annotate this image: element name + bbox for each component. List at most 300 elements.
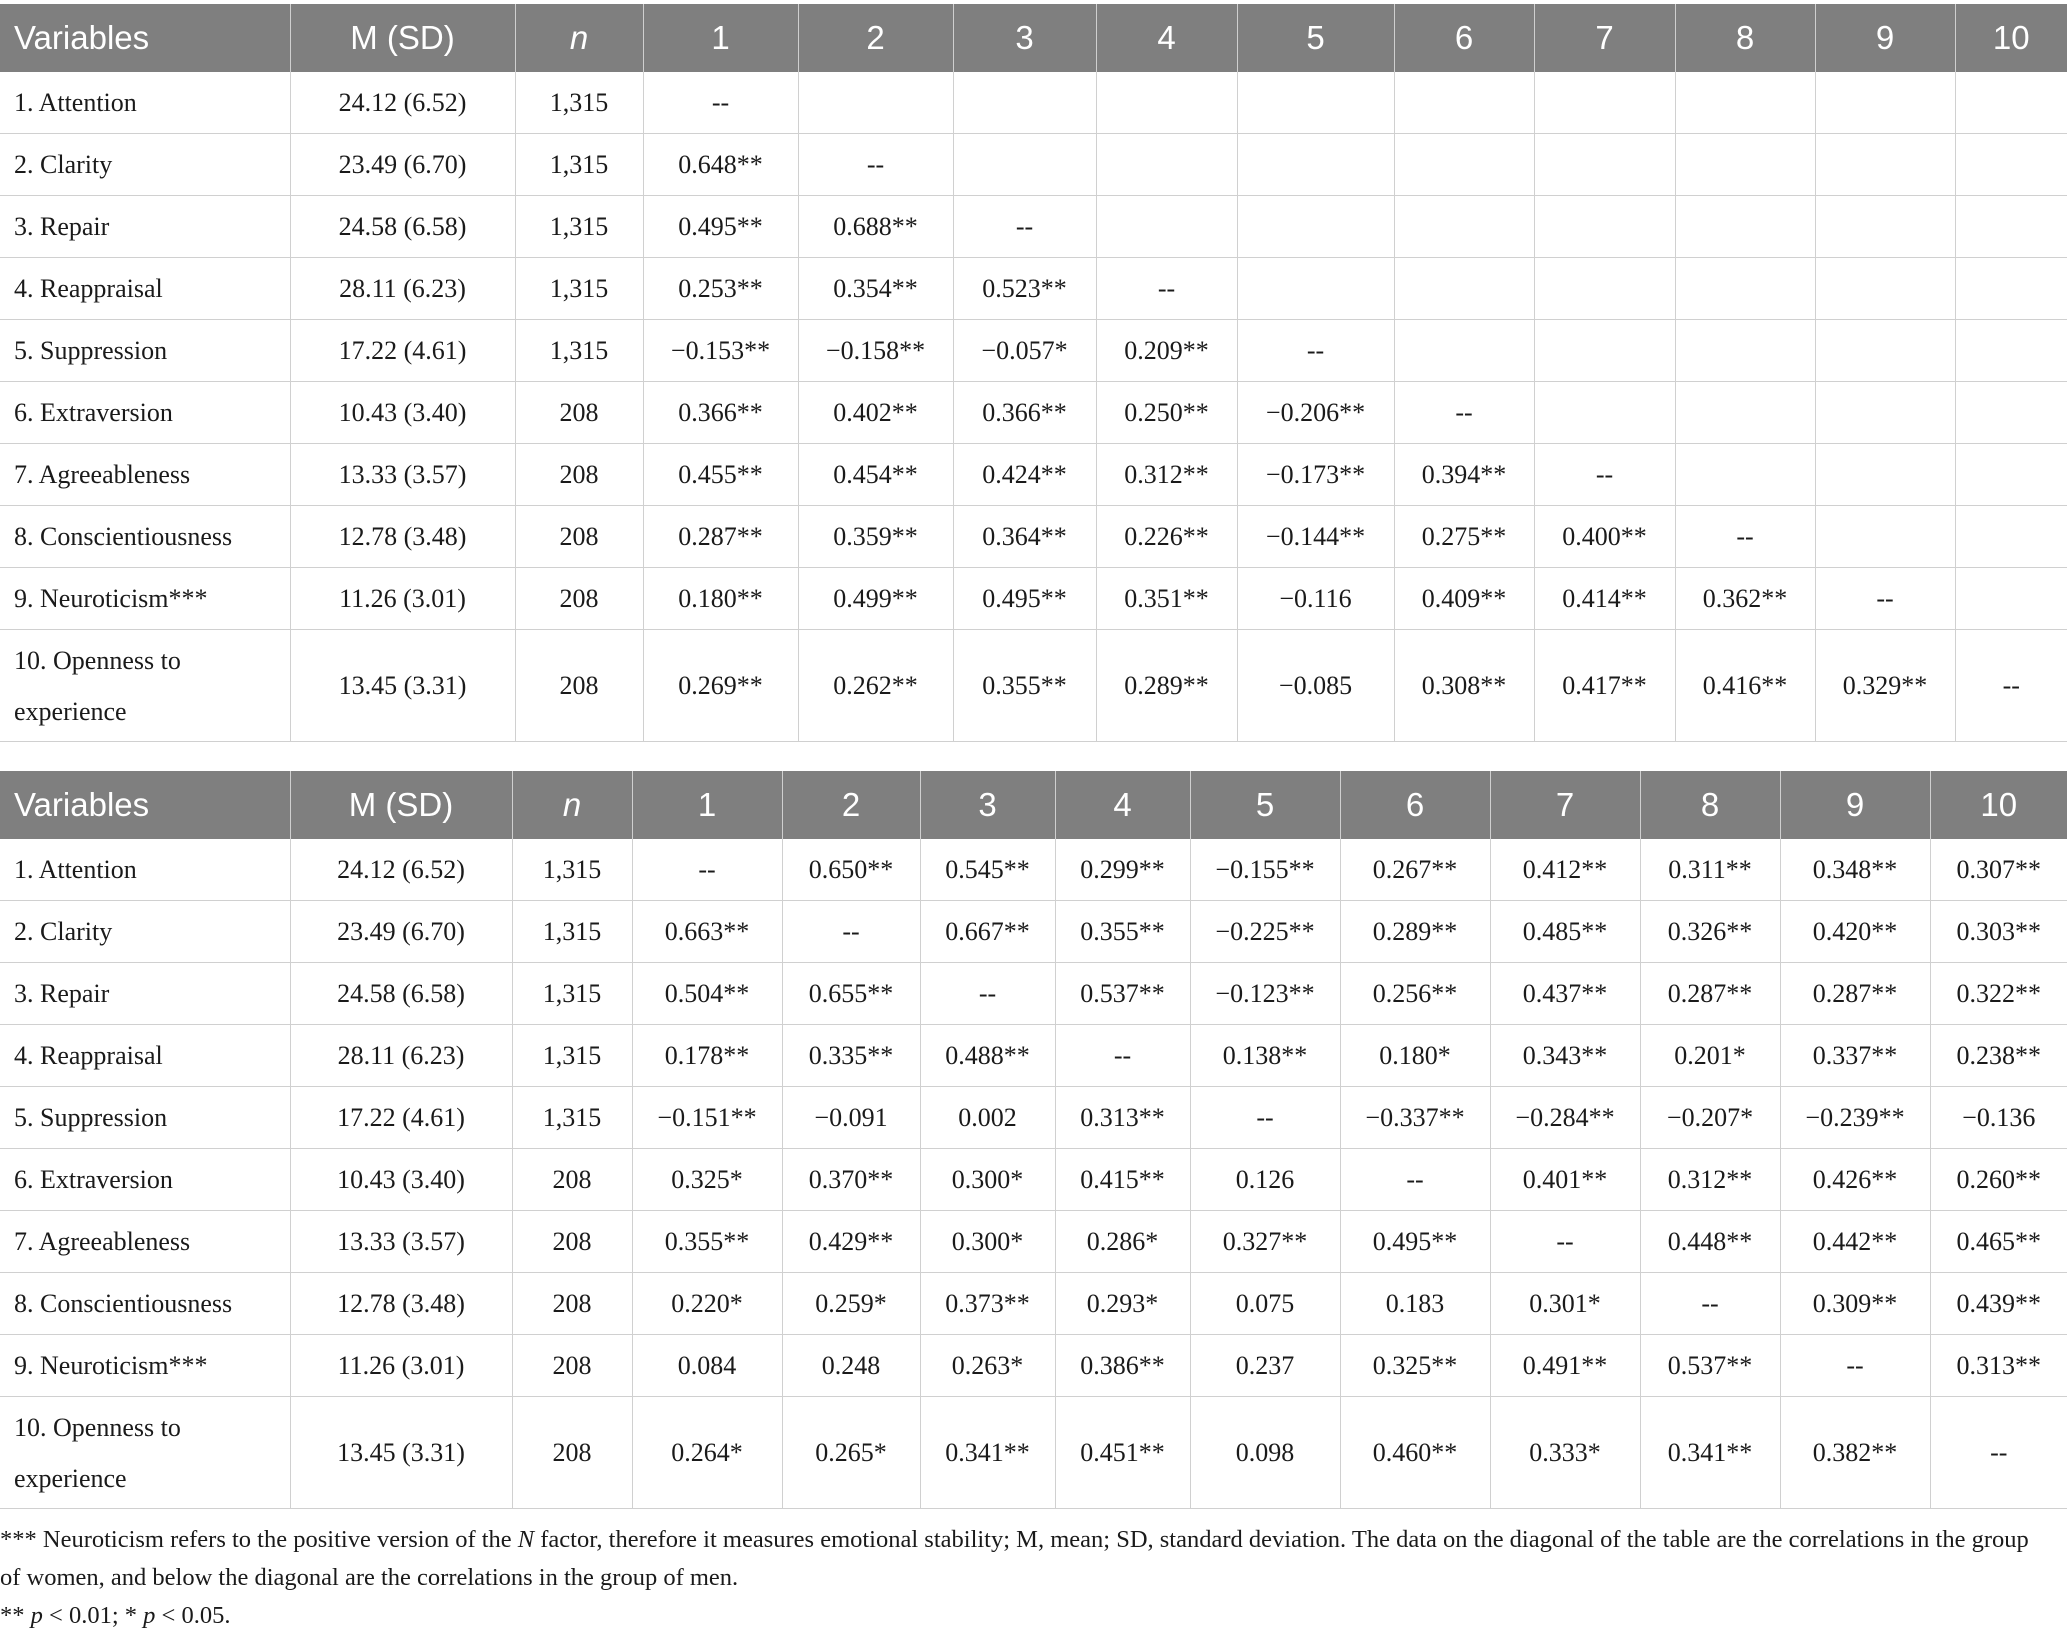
table-cell: 208 [512, 1211, 632, 1273]
table-cell: 0.335** [782, 1025, 920, 1087]
table-cell [1815, 196, 1955, 258]
table-cell: 208 [512, 1335, 632, 1397]
column-header: 7 [1490, 771, 1640, 839]
table-cell: 0.220* [632, 1273, 782, 1335]
table-cell [1675, 258, 1815, 320]
table-cell [1955, 72, 2067, 134]
table-cell: 1,315 [512, 901, 632, 963]
table-row [0, 382, 2067, 444]
table-cell: 12.78 (3.48) [290, 506, 515, 568]
table-cell: -- [953, 196, 1096, 258]
table-row [0, 1087, 2067, 1149]
table-cell: −0.057* [953, 320, 1096, 382]
table-cell [953, 134, 1096, 196]
table-cell: 0.409** [1394, 568, 1534, 630]
table-cell: 10.43 (3.40) [290, 1149, 512, 1211]
table-cell: 0.299** [1055, 839, 1190, 901]
variable-name-cell: 10. Openness to experience [0, 630, 290, 742]
table-cell: 0.267** [1340, 839, 1490, 901]
table-cell: 28.11 (6.23) [290, 258, 515, 320]
table-cell: 0.180* [1340, 1025, 1490, 1087]
table-cell: 0.366** [643, 382, 798, 444]
table-cell: 0.537** [1640, 1335, 1780, 1397]
variable-name-cell: 1. Attention [0, 839, 290, 901]
table-cell: 0.495** [1340, 1211, 1490, 1273]
table-cell: −0.116 [1237, 568, 1394, 630]
column-header: M (SD) [290, 771, 512, 839]
table-cell: 0.648** [643, 134, 798, 196]
table-cell: 0.287** [1640, 963, 1780, 1025]
column-header: 3 [920, 771, 1055, 839]
table-cell: -- [782, 901, 920, 963]
table-cell: 0.301* [1490, 1273, 1640, 1335]
table-cell [1394, 258, 1534, 320]
table-cell: 0.178** [632, 1025, 782, 1087]
table-row [0, 320, 2067, 382]
table-cell [1675, 444, 1815, 506]
table-cell: 0.499** [798, 568, 953, 630]
table-cell [1394, 72, 1534, 134]
table-cell [1534, 320, 1675, 382]
table-cell [1815, 320, 1955, 382]
table-row [0, 963, 2067, 1025]
table-cell: 17.22 (4.61) [290, 320, 515, 382]
table-cell: 0.312** [1640, 1149, 1780, 1211]
table-cell: -- [643, 72, 798, 134]
table-cell: 1,315 [515, 258, 643, 320]
table-cell [1955, 568, 2067, 630]
column-header: 6 [1394, 4, 1534, 72]
table-cell [1675, 72, 1815, 134]
table-cell: -- [1534, 444, 1675, 506]
table-cell: 0.354** [798, 258, 953, 320]
table-cell: 0.442** [1780, 1211, 1930, 1273]
table-cell: 0.495** [953, 568, 1096, 630]
table-cell: -- [920, 963, 1055, 1025]
table-cell: 0.311** [1640, 839, 1780, 901]
table-cell: 0.454** [798, 444, 953, 506]
table-cell: −0.091 [782, 1087, 920, 1149]
table-body [0, 72, 2067, 742]
column-header: 3 [953, 4, 1096, 72]
table-header [0, 771, 2067, 839]
table-cell: 0.465** [1930, 1211, 2067, 1273]
table-cell: −0.173** [1237, 444, 1394, 506]
table-cell [1394, 134, 1534, 196]
table-cell: 28.11 (6.23) [290, 1025, 512, 1087]
table-cell: 0.364** [953, 506, 1096, 568]
correlation-table-2 [0, 771, 2067, 1509]
table-cell: −0.207* [1640, 1087, 1780, 1149]
table-cell: 0.201* [1640, 1025, 1780, 1087]
table-cell: −0.337** [1340, 1087, 1490, 1149]
table-row [0, 134, 2067, 196]
table-cell [1675, 382, 1815, 444]
table-cell: 0.415** [1055, 1149, 1190, 1211]
table-cell: 1,315 [515, 196, 643, 258]
table-footnote [0, 1521, 2040, 1635]
column-header: n [515, 4, 643, 72]
table-cell: −0.136 [1930, 1087, 2067, 1149]
table-cell [1815, 258, 1955, 320]
table-cell: −0.123** [1190, 963, 1340, 1025]
table-cell: 0.488** [920, 1025, 1055, 1087]
table-row [0, 258, 2067, 320]
table-cell [1394, 320, 1534, 382]
table-cell: 1,315 [515, 72, 643, 134]
table-cell: 0.650** [782, 839, 920, 901]
table-cell: 0.437** [1490, 963, 1640, 1025]
table-row [0, 1149, 2067, 1211]
table-cell: 0.269** [643, 630, 798, 742]
table-cell: 0.289** [1340, 901, 1490, 963]
table-row [0, 1335, 2067, 1397]
table-cell: 0.485** [1490, 901, 1640, 963]
table-cell: 1,315 [512, 963, 632, 1025]
table-cell: 24.58 (6.58) [290, 196, 515, 258]
footnote-definitions: *** Neuroticism refers to the positive version of the N factor, therefore it measures emotional stability; M, mean; SD, standard deviation. The data on the diagonal of the table are the correlations in the group of women, and below the diagonal are the correlations in the group of men. [0, 1526, 2029, 1591]
table-row [0, 568, 2067, 630]
table-cell: 0.309** [1780, 1273, 1930, 1335]
table-cell: 0.545** [920, 839, 1055, 901]
table-header [0, 4, 2067, 72]
table-cell [953, 72, 1096, 134]
table-cell [1237, 134, 1394, 196]
table-cell: -- [1190, 1087, 1340, 1149]
table-cell: 0.180** [643, 568, 798, 630]
table-cell [1675, 320, 1815, 382]
column-header: 2 [798, 4, 953, 72]
table-cell: 0.126 [1190, 1149, 1340, 1211]
table-body [0, 839, 2067, 1509]
table-cell: -- [1815, 568, 1955, 630]
table-cell: 0.084 [632, 1335, 782, 1397]
table-cell [1534, 382, 1675, 444]
table-cell: 0.416** [1675, 630, 1815, 742]
table-cell [798, 72, 953, 134]
table-cell: 0.341** [920, 1397, 1055, 1509]
variable-name-cell: 4. Reappraisal [0, 1025, 290, 1087]
column-header: 5 [1237, 4, 1394, 72]
table-cell: 0.098 [1190, 1397, 1340, 1509]
table-cell [1955, 382, 2067, 444]
table-cell: 1,315 [515, 320, 643, 382]
table-cell [1096, 72, 1237, 134]
column-header: 5 [1190, 771, 1340, 839]
table-cell [1815, 72, 1955, 134]
table-cell: 0.343** [1490, 1025, 1640, 1087]
table-cell: 0.322** [1930, 963, 2067, 1025]
table-row [0, 901, 2067, 963]
column-header: n [512, 771, 632, 839]
variable-name-cell: 8. Conscientiousness [0, 506, 290, 568]
table-cell: 11.26 (3.01) [290, 568, 515, 630]
table-cell: 0.455** [643, 444, 798, 506]
column-header: M (SD) [290, 4, 515, 72]
table-cell: 208 [512, 1149, 632, 1211]
table-cell: 12.78 (3.48) [290, 1273, 512, 1335]
table-cell: 0.312** [1096, 444, 1237, 506]
column-header: 1 [643, 4, 798, 72]
variable-name-cell: 2. Clarity [0, 901, 290, 963]
column-header: Variables [0, 771, 290, 839]
table-cell: 0.355** [1055, 901, 1190, 963]
variable-name-cell: 7. Agreeableness [0, 1211, 290, 1273]
table-row [0, 839, 2067, 901]
table-cell: 0.400** [1534, 506, 1675, 568]
table-cell: 0.303** [1930, 901, 2067, 963]
table-cell: -- [632, 839, 782, 901]
table-cell: 0.307** [1930, 839, 2067, 901]
table-cell: 0.287** [1780, 963, 1930, 1025]
table-cell [1815, 382, 1955, 444]
column-header: 8 [1640, 771, 1780, 839]
table-cell: −0.144** [1237, 506, 1394, 568]
table-cell: 0.351** [1096, 568, 1237, 630]
table-cell: 0.448** [1640, 1211, 1780, 1273]
variable-name-cell: 6. Extraversion [0, 1149, 290, 1211]
table-cell: -- [1930, 1397, 2067, 1509]
variable-name-cell: 5. Suppression [0, 320, 290, 382]
table-cell: 0.256** [1340, 963, 1490, 1025]
table-cell: 0.313** [1930, 1335, 2067, 1397]
column-header: 4 [1096, 4, 1237, 72]
table-cell: 0.451** [1055, 1397, 1190, 1509]
table-cell: 24.12 (6.52) [290, 72, 515, 134]
table-cell: -- [1394, 382, 1534, 444]
table-cell: 0.308** [1394, 630, 1534, 742]
table-cell: 0.263* [920, 1335, 1055, 1397]
table-cell: −0.206** [1237, 382, 1394, 444]
table-cell: 0.327** [1190, 1211, 1340, 1273]
table-cell: -- [798, 134, 953, 196]
table-cell [1955, 134, 2067, 196]
table-cell: 23.49 (6.70) [290, 134, 515, 196]
table-cell: 208 [512, 1397, 632, 1509]
table-cell: -- [1780, 1335, 1930, 1397]
table-cell: −0.225** [1190, 901, 1340, 963]
table-cell [1534, 258, 1675, 320]
table-cell: -- [1675, 506, 1815, 568]
column-header: 7 [1534, 4, 1675, 72]
column-header: Variables [0, 4, 290, 72]
table-cell: 0.075 [1190, 1273, 1340, 1335]
table-cell: 0.325** [1340, 1335, 1490, 1397]
table-cell: 1,315 [515, 134, 643, 196]
table-cell: 13.45 (3.31) [290, 1397, 512, 1509]
table-cell: 208 [515, 382, 643, 444]
table-cell: 208 [512, 1273, 632, 1335]
table-cell: 13.45 (3.31) [290, 630, 515, 742]
variable-name-cell: 4. Reappraisal [0, 258, 290, 320]
table-cell: 0.402** [798, 382, 953, 444]
table-cell: 0.429** [782, 1211, 920, 1273]
table-cell: 0.401** [1490, 1149, 1640, 1211]
column-header: 8 [1675, 4, 1815, 72]
table-cell: 0.424** [953, 444, 1096, 506]
table-cell: −0.239** [1780, 1087, 1930, 1149]
table-cell [1815, 134, 1955, 196]
table-cell: 0.359** [798, 506, 953, 568]
variable-name-cell: 6. Extraversion [0, 382, 290, 444]
table-cell: 0.248 [782, 1335, 920, 1397]
table-cell: 0.286* [1055, 1211, 1190, 1273]
table-cell: 23.49 (6.70) [290, 901, 512, 963]
table-cell: 0.688** [798, 196, 953, 258]
table-cell: 0.370** [782, 1149, 920, 1211]
table-cell: 0.394** [1394, 444, 1534, 506]
variable-name-cell: 5. Suppression [0, 1087, 290, 1149]
column-header: 10 [1930, 771, 2067, 839]
table-cell [1534, 72, 1675, 134]
column-header: 10 [1955, 4, 2067, 72]
table-cell: -- [1340, 1149, 1490, 1211]
table-cell [1534, 134, 1675, 196]
table-cell: 0.289** [1096, 630, 1237, 742]
table-row [0, 1211, 2067, 1273]
table-row [0, 196, 2067, 258]
table-cell [1394, 196, 1534, 258]
table-row [0, 1025, 2067, 1087]
table-cell: 0.495** [643, 196, 798, 258]
table-cell [1815, 506, 1955, 568]
table-cell [1675, 134, 1815, 196]
table-cell: 0.355** [632, 1211, 782, 1273]
table-cell: 0.491** [1490, 1335, 1640, 1397]
table-cell: 208 [515, 568, 643, 630]
table-cell: 0.293* [1055, 1273, 1190, 1335]
column-header: 2 [782, 771, 920, 839]
table-cell: 0.226** [1096, 506, 1237, 568]
table-cell: 0.264* [632, 1397, 782, 1509]
table-cell [1096, 134, 1237, 196]
table-row [0, 1397, 2067, 1509]
table-cell: 0.265* [782, 1397, 920, 1509]
table-cell: −0.151** [632, 1087, 782, 1149]
variable-name-cell: 10. Openness to experience [0, 1397, 290, 1509]
table-cell: 0.412** [1490, 839, 1640, 901]
table-cell: 0.366** [953, 382, 1096, 444]
table-row [0, 630, 2067, 742]
table-cell [1955, 196, 2067, 258]
table-cell: 1,315 [512, 839, 632, 901]
table-cell: 0.414** [1534, 568, 1675, 630]
table-cell: −0.155** [1190, 839, 1340, 901]
table-cell: 1,315 [512, 1025, 632, 1087]
table-cell [1955, 444, 2067, 506]
table-cell: 0.300* [920, 1149, 1055, 1211]
table-cell: 0.362** [1675, 568, 1815, 630]
table-cell: 0.667** [920, 901, 1055, 963]
table-cell: 0.287** [643, 506, 798, 568]
table-row [0, 1273, 2067, 1335]
table-cell: 0.300* [920, 1211, 1055, 1273]
table-cell: 0.655** [782, 963, 920, 1025]
variable-name-cell: 9. Neuroticism*** [0, 568, 290, 630]
variable-name-cell: 8. Conscientiousness [0, 1273, 290, 1335]
table-cell: 13.33 (3.57) [290, 1211, 512, 1273]
table-row [0, 506, 2067, 568]
column-header: 1 [632, 771, 782, 839]
footnote-significance: ** p < 0.01; * p < 0.05. [0, 1602, 231, 1629]
table-cell [1675, 196, 1815, 258]
table-cell: 10.43 (3.40) [290, 382, 515, 444]
table-cell: 0.355** [953, 630, 1096, 742]
table-cell: 0.373** [920, 1273, 1055, 1335]
table-cell: 0.275** [1394, 506, 1534, 568]
table-cell: 0.426** [1780, 1149, 1930, 1211]
table-cell [1237, 196, 1394, 258]
table-cell: −0.284** [1490, 1087, 1640, 1149]
table-row [0, 444, 2067, 506]
table-cell: 0.209** [1096, 320, 1237, 382]
column-header: 6 [1340, 771, 1490, 839]
table-cell: -- [1640, 1273, 1780, 1335]
table-cell: 208 [515, 444, 643, 506]
table-cell: 0.313** [1055, 1087, 1190, 1149]
table-cell: 11.26 (3.01) [290, 1335, 512, 1397]
table-cell: 0.417** [1534, 630, 1675, 742]
table-cell: 0.250** [1096, 382, 1237, 444]
table-cell [1955, 258, 2067, 320]
table-row [0, 72, 2067, 134]
variable-name-cell: 1. Attention [0, 72, 290, 134]
table-cell: -- [1096, 258, 1237, 320]
table-cell: −0.085 [1237, 630, 1394, 742]
table-cell: 0.333* [1490, 1397, 1640, 1509]
table-cell: −0.158** [798, 320, 953, 382]
table-cell: 0.002 [920, 1087, 1055, 1149]
table-cell: 208 [515, 630, 643, 742]
table-cell: 13.33 (3.57) [290, 444, 515, 506]
table-cell: -- [1237, 320, 1394, 382]
table-cell [1955, 506, 2067, 568]
table-cell: 0.329** [1815, 630, 1955, 742]
table-cell: 0.237 [1190, 1335, 1340, 1397]
table-cell: 0.337** [1780, 1025, 1930, 1087]
table-cell: 0.260** [1930, 1149, 2067, 1211]
table-cell: 0.341** [1640, 1397, 1780, 1509]
table-cell: 0.523** [953, 258, 1096, 320]
table-cell: -- [1955, 630, 2067, 742]
table-cell: 0.138** [1190, 1025, 1340, 1087]
table-cell: 24.58 (6.58) [290, 963, 512, 1025]
variable-name-cell: 2. Clarity [0, 134, 290, 196]
variable-name-cell: 9. Neuroticism*** [0, 1335, 290, 1397]
table-cell: 0.259* [782, 1273, 920, 1335]
table-cell [1237, 72, 1394, 134]
correlation-table-1 [0, 4, 2067, 742]
table-cell: 1,315 [512, 1087, 632, 1149]
table-cell: 0.238** [1930, 1025, 2067, 1087]
table-cell [1237, 258, 1394, 320]
table-cell: 0.386** [1055, 1335, 1190, 1397]
table-cell: 24.12 (6.52) [290, 839, 512, 901]
table-cell: 0.253** [643, 258, 798, 320]
table-cell: 0.504** [632, 963, 782, 1025]
variable-name-cell: 3. Repair [0, 196, 290, 258]
table-cell: 0.663** [632, 901, 782, 963]
column-header: 9 [1815, 4, 1955, 72]
table-cell: 0.439** [1930, 1273, 2067, 1335]
table-cell: -- [1055, 1025, 1190, 1087]
table-cell: 0.348** [1780, 839, 1930, 901]
table-cell [1955, 320, 2067, 382]
column-header: 4 [1055, 771, 1190, 839]
table-cell [1815, 444, 1955, 506]
table-cell: 208 [515, 506, 643, 568]
variable-name-cell: 3. Repair [0, 963, 290, 1025]
